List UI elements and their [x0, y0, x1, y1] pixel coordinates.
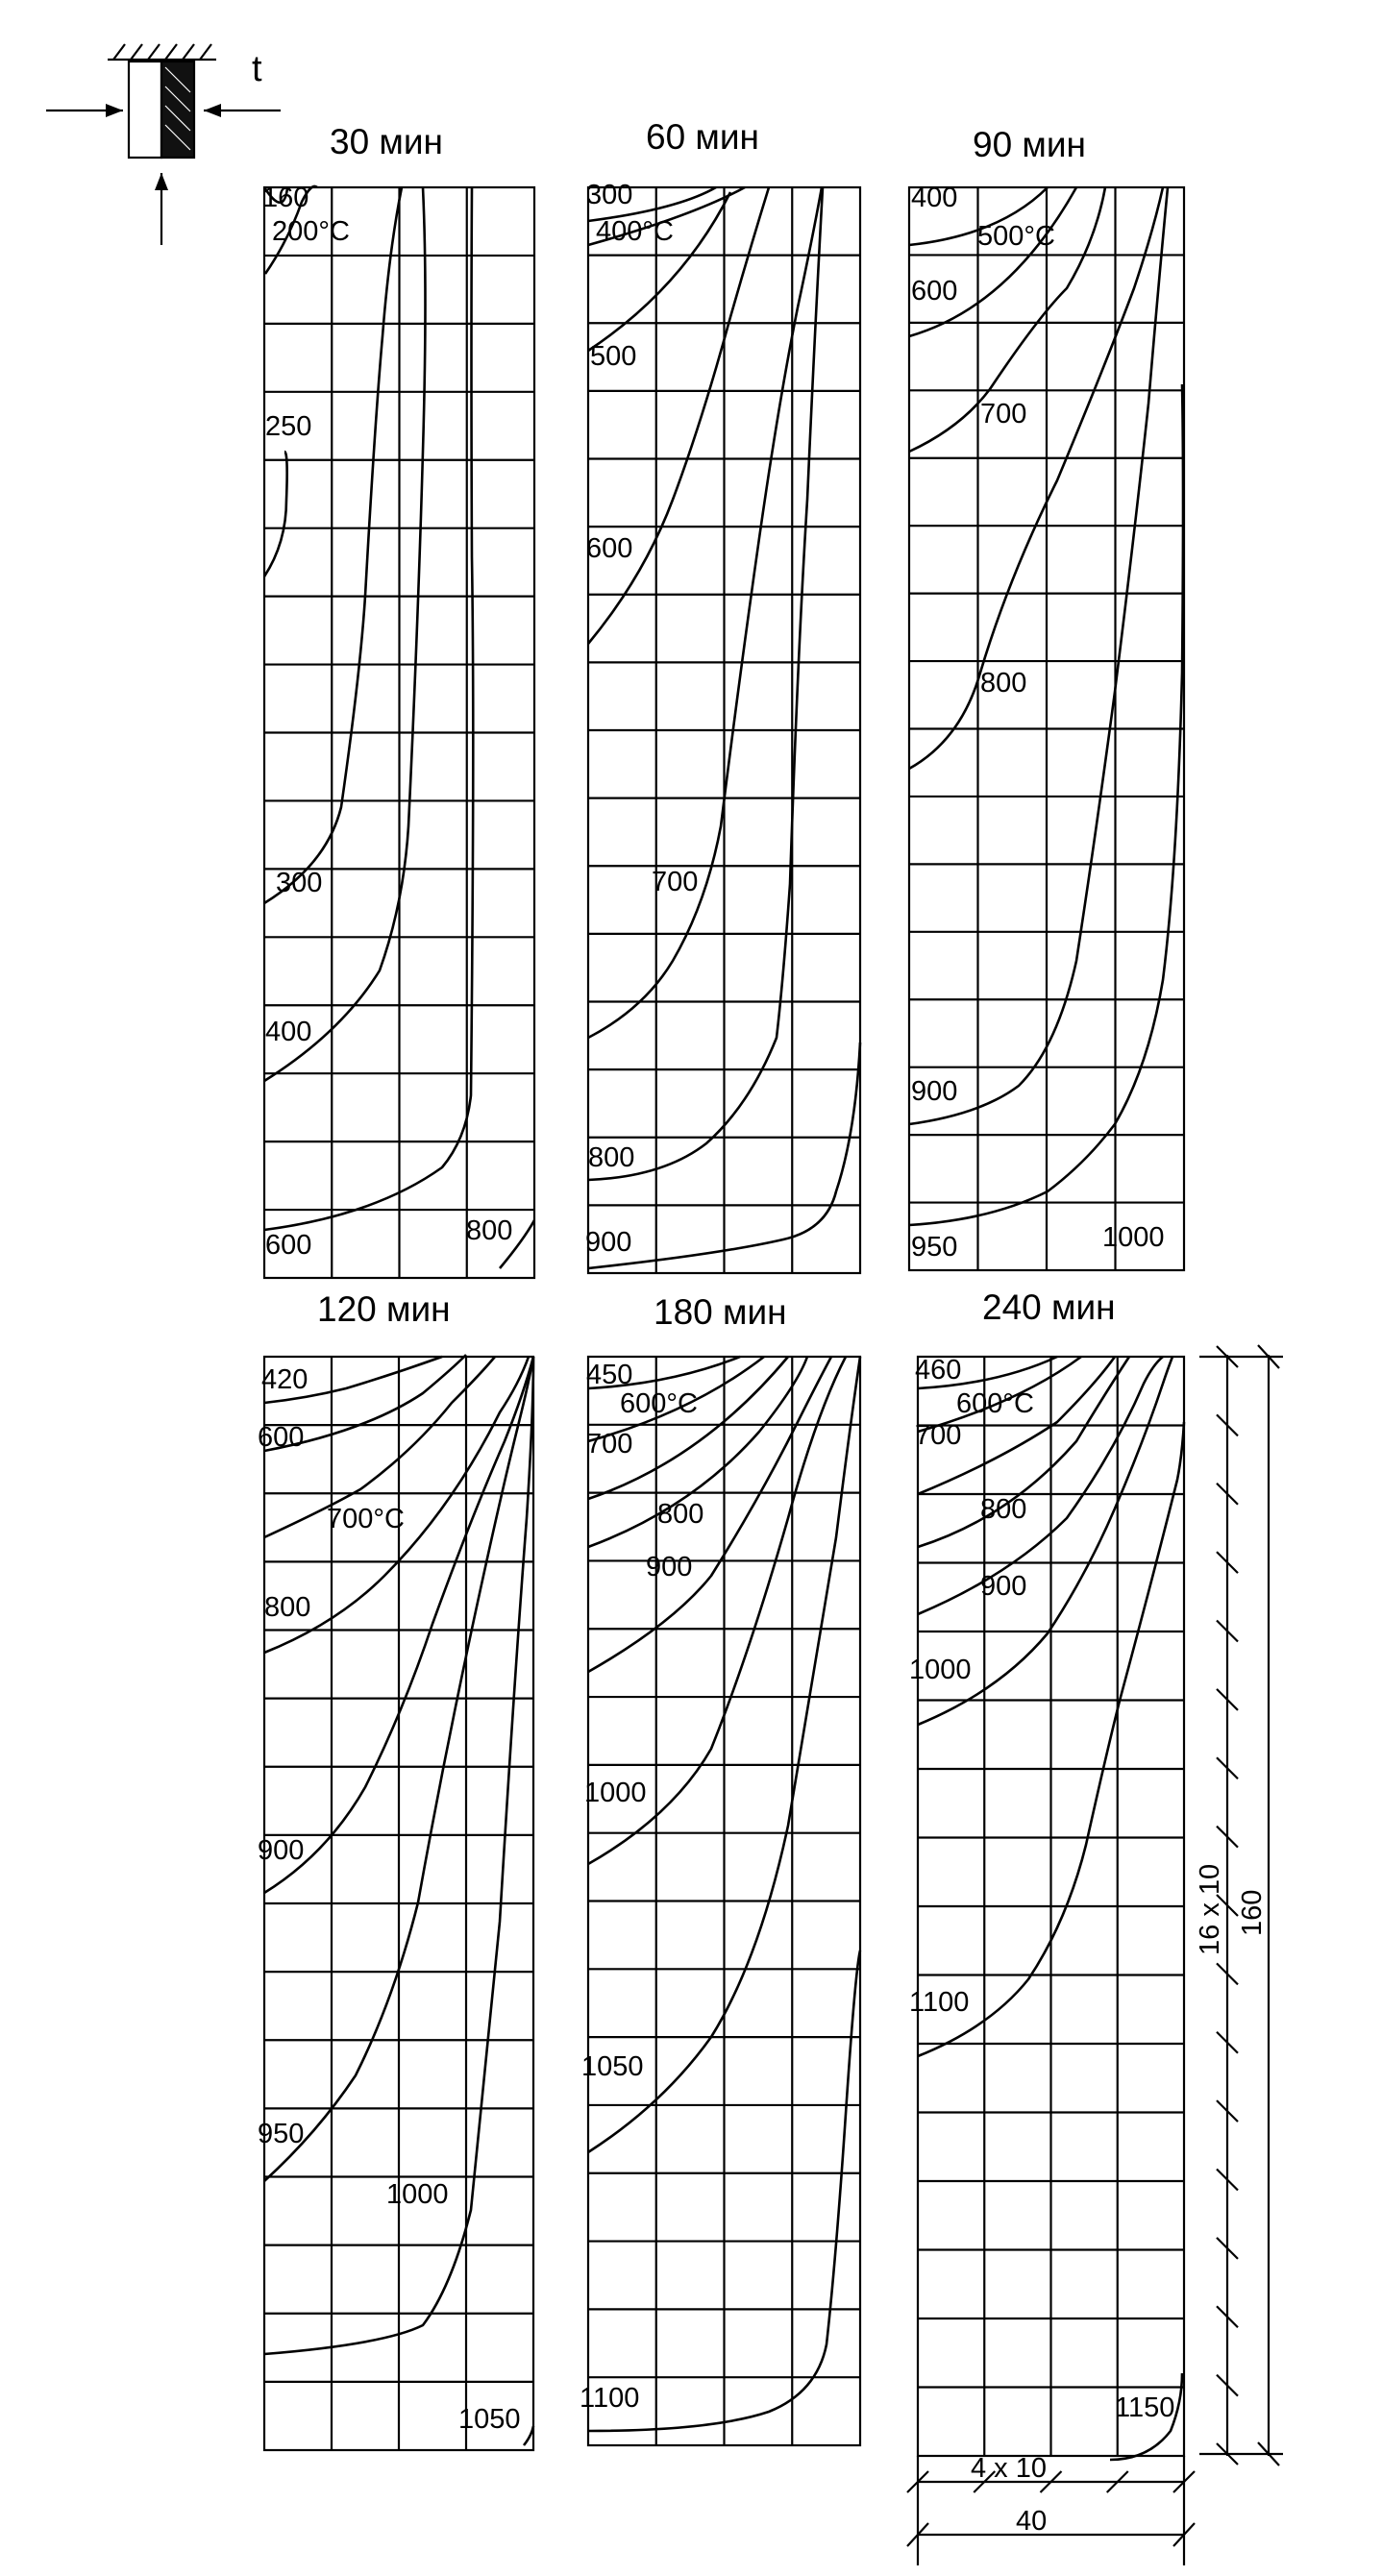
isotherm-label: 500 — [590, 341, 637, 372]
isotherm-label: 1000 — [909, 1655, 972, 1685]
isotherm-label: 1050 — [581, 2051, 644, 2082]
isotherm-curve — [909, 187, 1168, 1124]
labels-240 — [909, 1355, 1174, 2423]
isotherm-label: 1150 — [1115, 2392, 1175, 2423]
section-sketch — [46, 44, 281, 245]
width-grid-label: 4 x 10 — [971, 2453, 1047, 2484]
isotherm-label: 600°C — [620, 1388, 698, 1419]
panel-title-240: 240 мин — [982, 1288, 1116, 1327]
isotherm-label: 700°C — [327, 1504, 405, 1534]
isotherm-label: 700 — [980, 399, 1027, 429]
isotherm-curve — [524, 2426, 533, 2445]
isotherm-label: 1050 — [458, 2404, 521, 2435]
panel-title-120: 120 мин — [317, 1289, 451, 1329]
labels-30 — [262, 183, 512, 1261]
isotherm-curve — [918, 1357, 1163, 1614]
isotherm-label: 800 — [980, 1494, 1027, 1525]
isotherm-label: 1100 — [909, 1987, 970, 2018]
labels-60 — [585, 180, 698, 1258]
labels-120 — [258, 1364, 521, 2435]
isotherm-label: 700 — [915, 1420, 962, 1451]
isotherm-label: 400 — [265, 1017, 312, 1047]
height-grid-label: 16 x 10 — [1195, 1863, 1225, 1955]
labels-180 — [580, 1360, 703, 2414]
isotherm-label: 300 — [586, 180, 633, 210]
isotherm-label: 800 — [657, 1499, 704, 1530]
isotherm-label: 600 — [586, 533, 633, 564]
isotherm-label: 900 — [585, 1227, 632, 1258]
isotherm-label: 500°C — [977, 221, 1055, 252]
panel-grid-240 — [918, 1357, 1184, 2456]
isotherm-label: 160 — [262, 183, 309, 213]
exposure-label: t — [252, 49, 262, 89]
isotherm-label: 800 — [588, 1142, 635, 1173]
isotherm-label: 800 — [264, 1592, 311, 1623]
isotherm-label: 900 — [258, 1835, 305, 1866]
isotherm-label: 800 — [980, 668, 1027, 699]
isotherm-label: 600 — [265, 1230, 312, 1261]
isotherm-label: 420 — [261, 1364, 308, 1395]
isotherm-label: 800 — [466, 1215, 513, 1246]
isotherm-label: 460 — [915, 1355, 962, 1386]
isotherm-label: 450 — [586, 1360, 633, 1390]
isotherm-label: 700 — [652, 867, 699, 897]
isotherm-label: 600 — [911, 276, 958, 307]
isotherm-label: 1000 — [1102, 1222, 1165, 1253]
isotherm-curve — [909, 187, 1163, 769]
isotherm-label: 250 — [265, 411, 312, 442]
height-total-label: 160 — [1237, 1889, 1268, 1936]
isotherm-label: 400°C — [596, 216, 674, 247]
isotherm-label: 1000 — [584, 1778, 647, 1808]
panel-title-90: 90 мин — [973, 125, 1086, 164]
isotherm-curve — [588, 187, 822, 1038]
panel-title-30: 30 мин — [330, 122, 443, 161]
isotherm-label: 1100 — [580, 2383, 640, 2414]
isotherm-label: 900 — [980, 1571, 1027, 1602]
isotherm-label: 900 — [911, 1076, 958, 1107]
isotherm-label: 400 — [911, 183, 958, 213]
panel-grid-180 — [588, 1357, 860, 2445]
panel-title-60: 60 мин — [646, 117, 759, 157]
isotherm-label: 300 — [276, 868, 323, 898]
width-total-label: 40 — [1016, 2506, 1048, 2537]
isotherm-label: 900 — [646, 1552, 693, 1582]
isotherm-label: 600 — [258, 1422, 305, 1453]
isotherm-label: 950 — [911, 1232, 958, 1263]
isotherm-label: 600°C — [956, 1388, 1034, 1419]
isotherm-curve — [264, 187, 426, 1081]
isotherm-label: 1000 — [386, 2179, 449, 2210]
isotherm-label: 700 — [586, 1429, 633, 1460]
isotherm-label: 200°C — [272, 216, 350, 247]
isotherm-curve — [264, 187, 402, 903]
isotherm-label: 950 — [258, 2119, 305, 2149]
panel-grid-30 — [264, 187, 534, 1278]
panel-title-180: 180 мин — [654, 1292, 787, 1332]
panel-grid-90 — [909, 187, 1184, 1270]
isotherm-curve — [264, 452, 287, 577]
isotherm-curve — [588, 187, 823, 1180]
